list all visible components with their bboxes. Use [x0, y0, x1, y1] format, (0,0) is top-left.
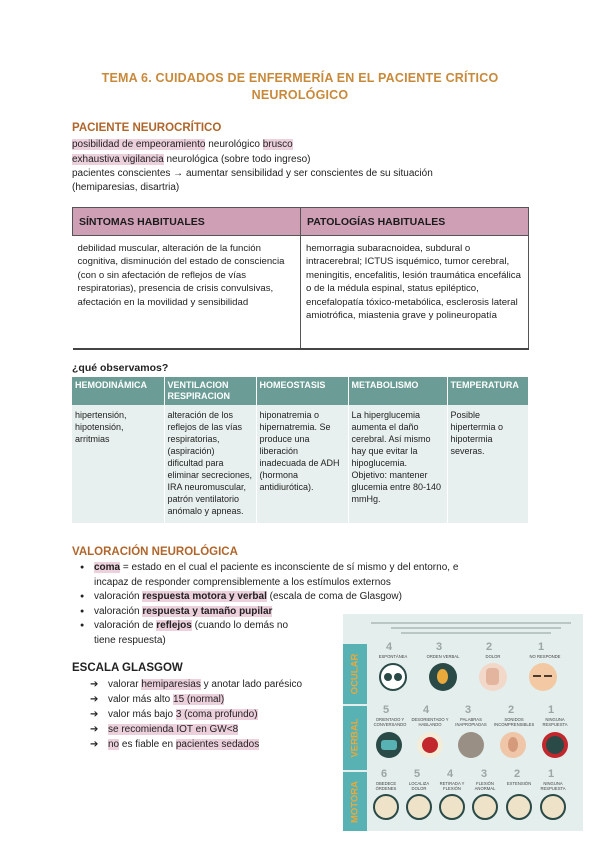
score-number: 3 [436, 641, 443, 653]
score-number: 2 [486, 641, 493, 653]
section-heading-valoracion: VALORACIÓN NEUROLÓGICA [72, 546, 238, 558]
title-line-2: NEUROLÓGICO [251, 88, 349, 102]
paciente-line-2 [72, 153, 310, 167]
score-number: 4 [447, 768, 454, 780]
score-number: 1 [548, 768, 555, 780]
motor-icon [439, 794, 465, 820]
score-number: 5 [383, 704, 390, 716]
table-cell: Posible hipertermia o hipotermia severas. [447, 405, 529, 523]
score-label: NINGUNA RESPUESTA [540, 781, 566, 791]
glasgow-list [90, 677, 302, 752]
score-number: 3 [481, 768, 488, 780]
highlight: brusco [262, 139, 293, 150]
score-label: NO RESPONDE [529, 654, 561, 659]
text: (cuando lo demás no [191, 620, 289, 631]
side-label: OCULAR [349, 653, 361, 695]
score-number: 2 [514, 768, 521, 780]
highlight: coma [94, 562, 121, 573]
motor-icon [406, 794, 432, 820]
text: es fiable en [119, 739, 176, 750]
score-label: OBEDECE ÓRDENES [375, 781, 397, 791]
list-item [90, 677, 302, 692]
highlight: 15 (normal) [173, 694, 225, 705]
highlight: respuesta y tamaño pupilar [142, 605, 273, 617]
hand-pain-icon [479, 663, 507, 691]
table-cell: hipertensión, hipotensión, arritmias [72, 405, 164, 523]
table-cell: hiponatremia o hipernatremia. Se produce una liberación inadecuada de ADH (hormona antidiurótica). [256, 405, 348, 523]
score-label: DESORIENTADO Y HABLANDO [411, 717, 449, 727]
text: valor más bajo [108, 709, 176, 720]
highlight: reflejos [156, 620, 192, 631]
score-number: 6 [381, 768, 388, 780]
table-header: VENTILACION RESPIRACION [164, 377, 256, 405]
score-label: FLEXIÓN ANORMAL [474, 781, 496, 791]
text: tiene respuesta) [94, 634, 166, 646]
side-label: MOTORA [349, 780, 361, 823]
side-band-ocular [343, 644, 367, 704]
score-label: RETIRADA Y FLEXIÓN [439, 781, 465, 791]
score-number: 3 [465, 704, 472, 716]
paciente-line-4: (hemiparesias, disartria) [72, 182, 180, 193]
eye-closed-icon [529, 663, 557, 691]
eye-open-icon [379, 663, 407, 691]
side-band-motora [343, 772, 367, 831]
highlight: posibilidad de empeoramiento [72, 139, 206, 150]
highlight: pacientes sedados [175, 739, 260, 750]
list-item [90, 722, 302, 737]
section-heading-paciente: PACIENTE NEUROCRÍTICO [72, 122, 222, 134]
sounds-icon [500, 732, 526, 758]
score-number: 1 [538, 641, 545, 653]
arrow-icon: ➔ [90, 709, 99, 720]
list-item [80, 561, 458, 590]
no-response-icon [542, 732, 568, 758]
observamos-heading: ¿qué observamos? [72, 362, 169, 374]
score-label: EXTENSIÓN [506, 781, 532, 786]
table-cell: debilidad muscular, alteración de la función cognitiva, disminución del estado de consciencia (con o sin afectación de reflejos de vías respiratorias), presencia de crisis convulsivas, afectación en la movilidad y sensibilidad [73, 236, 301, 349]
table-header: HOMEOSTASIS [256, 377, 348, 405]
arrow-icon: ➔ [90, 694, 99, 705]
paciente-line-3: pacientes conscientes → aumentar sensibilidad y ser conscientes de su situación [72, 168, 433, 179]
table-cell: alteración de los reflejos de las vías respiratorias, (aspiración) dificultad para eliminar secreciones, IRA neuromuscular, patrón ventilatorio anómalo y apneas. [164, 405, 256, 523]
text: = estado en el cual el paciente es inconsciente de sí mismo y del entorno, e [120, 562, 459, 573]
score-label: ESPONTÁNEA [378, 654, 408, 659]
motor-icon [540, 794, 566, 820]
list-item [90, 737, 302, 752]
text: (escala de coma de Glasgow) [266, 591, 402, 602]
table-header: METABOLISMO [348, 377, 447, 405]
page-title [60, 70, 540, 104]
score-label: ORIENTADO Y CONVERSANDO [373, 717, 407, 727]
highlight: se recomienda IOT en GW<8 [108, 724, 239, 735]
highlight: 3 (coma profundo) [175, 709, 258, 720]
arrow-icon: ➔ [90, 679, 99, 690]
highlight: no [108, 739, 120, 750]
arrow-icon: ➔ [90, 724, 99, 735]
arrow-icon: ➔ [90, 739, 99, 750]
side-band-verbal [343, 706, 367, 770]
side-label: VERBAL [349, 718, 361, 758]
question-icon [417, 732, 443, 758]
score-number: 2 [508, 704, 515, 716]
list-item [80, 590, 458, 605]
glasgow-scale-image [343, 614, 583, 831]
ear-icon [429, 663, 457, 691]
table-header: TEMPERATURA [447, 377, 529, 405]
title-line-1: TEMA 6. CUIDADOS DE ENFERMERÍA EN EL PACIENTE CRÍTICO [101, 71, 499, 85]
table-header: HEMODINÁMICA [72, 377, 164, 405]
score-label: SONIDOS INCOMPRENSIBLES [494, 717, 535, 727]
table-row [73, 236, 529, 349]
text: neurológica (sobre todo ingreso) [163, 154, 311, 165]
paciente-line-1 [72, 138, 293, 152]
text: valor más alto [108, 694, 174, 705]
score-label: ORDEN VERBAL [426, 654, 460, 659]
table-header-row [73, 208, 529, 236]
table-header-row [72, 377, 529, 405]
text: neurológico [205, 139, 263, 150]
text: valoración de [94, 620, 157, 631]
section-heading-glasgow: ESCALA GLASGOW [72, 662, 183, 674]
score-number: 1 [548, 704, 555, 716]
table-row [72, 405, 529, 523]
table-cell: La hiperglucemia aumenta el daño cerebral. Así mismo hay que evitar la hipoglucemia. Objetivo: mantener glucemia entre 80-140 mmHg. [348, 405, 447, 523]
score-number: 4 [386, 641, 393, 653]
motor-icon [472, 794, 498, 820]
motor-icon [506, 794, 532, 820]
motor-icon [373, 794, 399, 820]
list-item [90, 692, 302, 707]
score-label: PALABRAS INAPROPIADAS [455, 717, 487, 727]
highlight: hemiparesias [141, 679, 201, 690]
score-label: NINGUNA RESPUESTA [542, 717, 568, 727]
image-header-text [371, 620, 576, 634]
score-label: LOCALIZA DOLOR [408, 781, 430, 791]
words-icon [458, 732, 484, 758]
highlight: respuesta motora y verbal [142, 591, 267, 602]
score-number: 4 [423, 704, 430, 716]
observation-table [72, 377, 529, 523]
text: valorar [108, 679, 142, 690]
table-cell: hemorragia subaracnoidea, subdural o intracerebral; ICTUS isquémico, tumor cerebral, meningitis, encefalitis, lesión traumática encefálica o de la médula espinal, status epiléptico, encefalopatía tóxico-metabólica, esclerosis lateral amiotrófica, miastenia grave y polineuropatía [301, 236, 529, 349]
score-number: 5 [414, 768, 421, 780]
highlight: exhaustiva vigilancia [72, 154, 164, 165]
list-item [90, 707, 302, 722]
score-label: DOLOR [485, 654, 501, 659]
text: y anotar lado parésico [200, 679, 303, 690]
table-header: SÍNTOMAS HABITUALES [73, 208, 301, 236]
talking-icon [376, 732, 402, 758]
text: incapaz de responder comprensiblemente a los estímulos externos [94, 576, 391, 588]
symptoms-pathologies-table [72, 207, 529, 350]
text: valoración [94, 605, 143, 617]
text: valoración [94, 591, 143, 602]
table-header: PATOLOGÍAS HABITUALES [301, 208, 529, 236]
